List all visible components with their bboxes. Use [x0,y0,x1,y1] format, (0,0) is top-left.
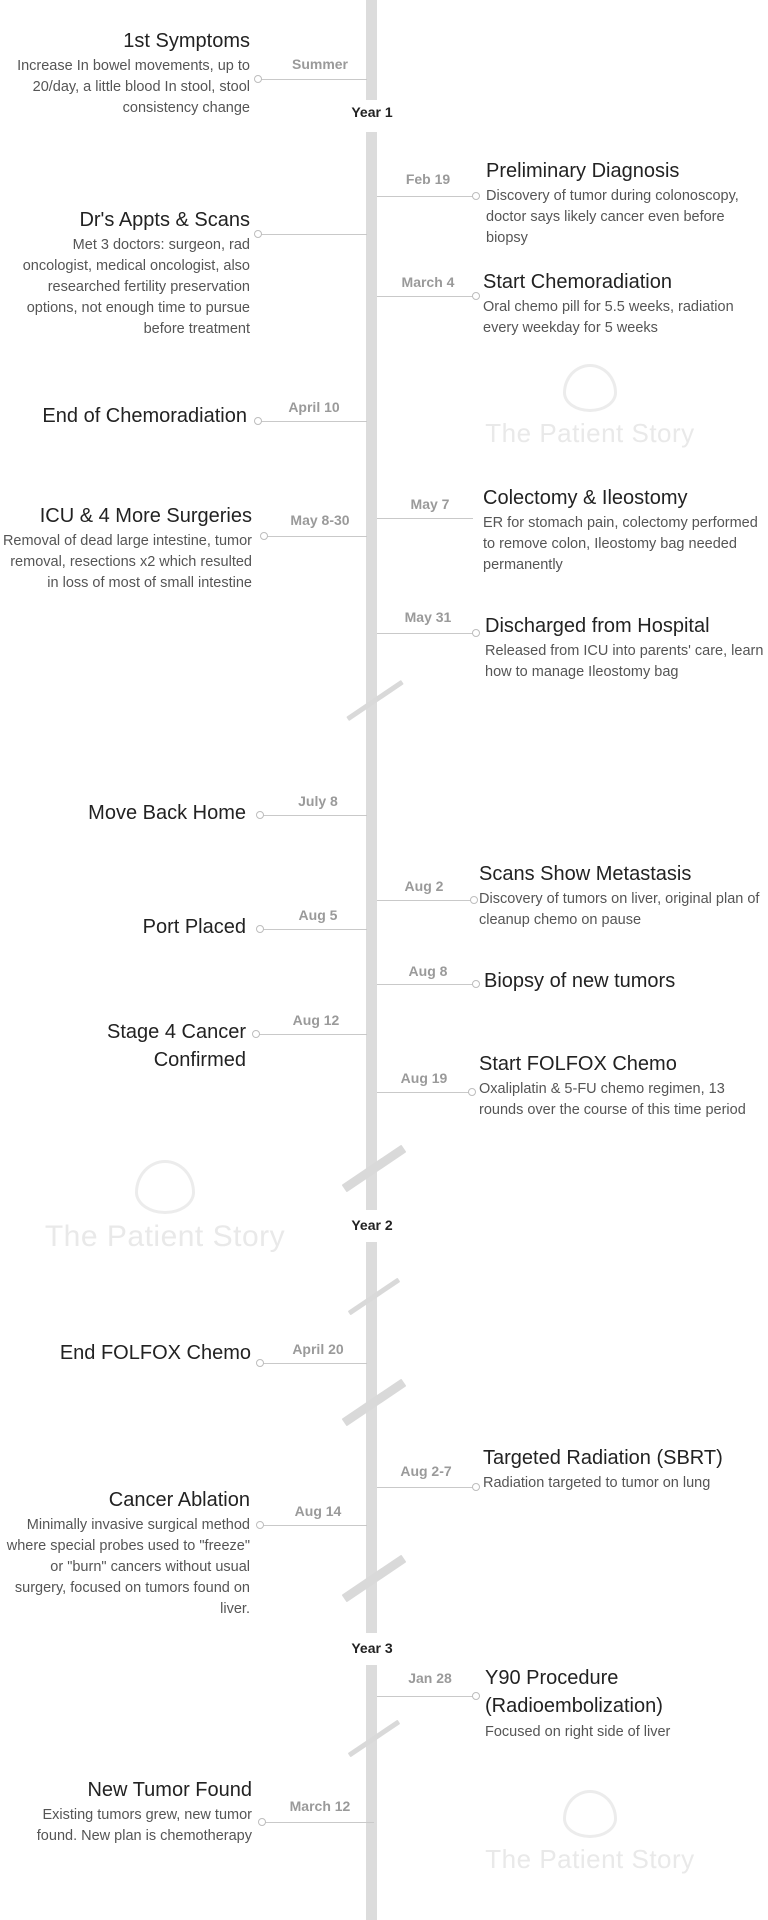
event-dot [258,1818,266,1826]
event-title: Discharged from Hospital [485,615,710,637]
heart-handshake-icon [563,364,617,412]
event-block [483,485,763,576]
event-description: Increase In bowel movements, up to 20/day, a little blood In stool, stool consistency change [17,58,250,116]
event-block [6,800,246,826]
event-date: April 10 [288,399,340,415]
event-block [483,1445,768,1494]
event-connector [262,1525,367,1526]
event-title: Y90 Procedure (Radioembolization) [485,1667,663,1717]
event-title: 1st Symptoms [123,30,250,52]
event-dot [256,925,264,933]
event-title: Cancer Ablation [108,1489,250,1511]
event-title: Start FOLFOX Chemo [479,1053,677,1075]
event-dot [252,1030,260,1038]
event-block [76,1018,246,1074]
event-date: Jan 28 [408,1670,452,1686]
event-dot [468,1088,476,1096]
event-date: March 12 [289,1798,351,1814]
event-block [479,861,764,931]
event-description: Removal of dead large intestine, tumor removal, resections x2 which resulted in loss of most of small intestine [2,533,252,591]
event-date: July 8 [298,793,338,809]
event-title: Dr's Appts & Scans [79,209,250,231]
event-dot [256,811,264,819]
event-title: Start Chemoradiation [483,271,672,293]
event-dot [470,896,478,904]
event-description: Radiation targeted to tumor on lung [483,1475,711,1491]
event-date: Aug 12 [292,1012,340,1028]
heart-handshake-icon [563,1790,617,1838]
event-connector [262,1363,367,1364]
watermark-text: The Patient Story [485,1844,695,1874]
event-block [484,968,744,994]
event-description: Discovery of tumors on liver, original plan of cleanup chemo on pause [479,891,760,928]
event-connector [377,518,473,519]
watermark-text: The Patient Story [485,418,695,448]
event-dot [472,629,480,637]
event-block [0,207,250,340]
event-connector [258,1034,367,1035]
event-date: Aug 2 [404,878,444,894]
event-date: May 31 [404,609,452,625]
event-description: Existing tumors grew, new tumor found. New plan is chemotherapy [36,1807,252,1844]
event-dot [472,192,480,200]
event-block [11,1340,251,1366]
event-description: Discovery of tumor during colonoscopy, doctor says likely cancer even before biopsy [486,188,739,246]
event-connector [377,1092,473,1093]
watermark [30,1160,300,1254]
event-date: Aug 2-7 [400,1463,452,1479]
event-dot [254,230,262,238]
event-dot [472,292,480,300]
event-dot [260,532,268,540]
watermark [470,1790,710,1875]
event-date: Feb 19 [405,171,451,187]
event-dot [256,1359,264,1367]
event-title: Preliminary Diagnosis [486,160,680,182]
event-connector [266,536,367,537]
event-block [485,613,768,683]
event-dot [256,1521,264,1529]
event-title: End FOLFOX Chemo [59,1342,251,1364]
event-connector [258,234,367,235]
event-date: April 20 [292,1341,344,1357]
event-block [0,403,247,429]
event-connector [377,900,473,901]
event-dot [254,417,262,425]
event-date: May 8-30 [290,512,350,528]
event-description: Released from ICU into parents' care, learn how to manage Ileostomy bag [485,643,764,680]
event-title: Scans Show Metastasis [479,863,692,885]
event-title: Colectomy & Ileostomy [483,487,688,509]
event-block [479,1051,764,1121]
event-description: ER for stomach pain, colectomy performed to remove colon, Ileostomy bag needed permanently [483,515,758,573]
event-connector [377,296,473,297]
event-description: Oxaliplatin & 5-FU chemo regimen, 13 rounds over the course of this time period [479,1081,746,1118]
event-date: Summer [291,56,349,72]
event-date: Aug 5 [298,907,338,923]
event-block [0,1487,250,1620]
event-connector [258,79,367,80]
event-title: Stage 4 Cancer Confirmed [107,1021,246,1071]
event-connector [258,421,367,422]
year-label: Year 1 [332,104,412,120]
event-title: Biopsy of new tumors [484,970,676,992]
event-connector [377,196,473,197]
event-date: March 4 [401,274,455,290]
watermark [470,364,710,449]
event-connector [377,984,473,985]
event-description: Minimally invasive surgical method where special probes used to "freeze" or "burn" cancers without usual surgery, focused on tumors found on liver. [6,1517,250,1617]
event-title: Move Back Home [88,802,246,824]
timeline-spine [366,0,377,1920]
event-block [486,158,746,249]
event-title: ICU & 4 More Surgeries [39,505,252,527]
event-block [46,914,246,940]
event-description: Oral chemo pill for 5.5 weeks, radiation every weekday for 5 weeks [483,299,734,336]
event-block [483,269,763,339]
event-title: New Tumor Found [87,1779,252,1801]
event-date: Aug 8 [408,963,448,979]
event-title: Targeted Radiation (SBRT) [483,1447,723,1469]
event-date: Aug 14 [294,1503,342,1519]
year-label: Year 3 [332,1640,412,1656]
event-date: Aug 19 [400,1070,448,1086]
event-connector [377,633,473,634]
year-label: Year 2 [332,1217,412,1233]
event-connector [264,1822,374,1823]
event-date: May 7 [410,496,450,512]
event-dot [472,980,480,988]
event-connector [262,929,367,930]
event-connector [262,815,367,816]
event-title: End of Chemoradiation [42,405,247,427]
event-dot [472,1692,480,1700]
event-description: Focused on right side of liver [485,1724,671,1740]
event-dot [472,1483,480,1491]
event-block [485,1664,715,1743]
event-connector [377,1696,473,1697]
heart-handshake-icon [135,1160,195,1214]
event-dot [254,75,262,83]
event-connector [377,1487,473,1488]
watermark-text: The Patient Story [44,1220,286,1253]
event-block [0,503,252,594]
event-title: Port Placed [142,916,246,938]
event-block [32,1777,252,1847]
event-block [5,28,250,119]
event-description: Met 3 doctors: surgeon, rad oncologist, medical oncologist, also researched fertility preservation options, not enough time to pursue before treatment [22,237,250,337]
